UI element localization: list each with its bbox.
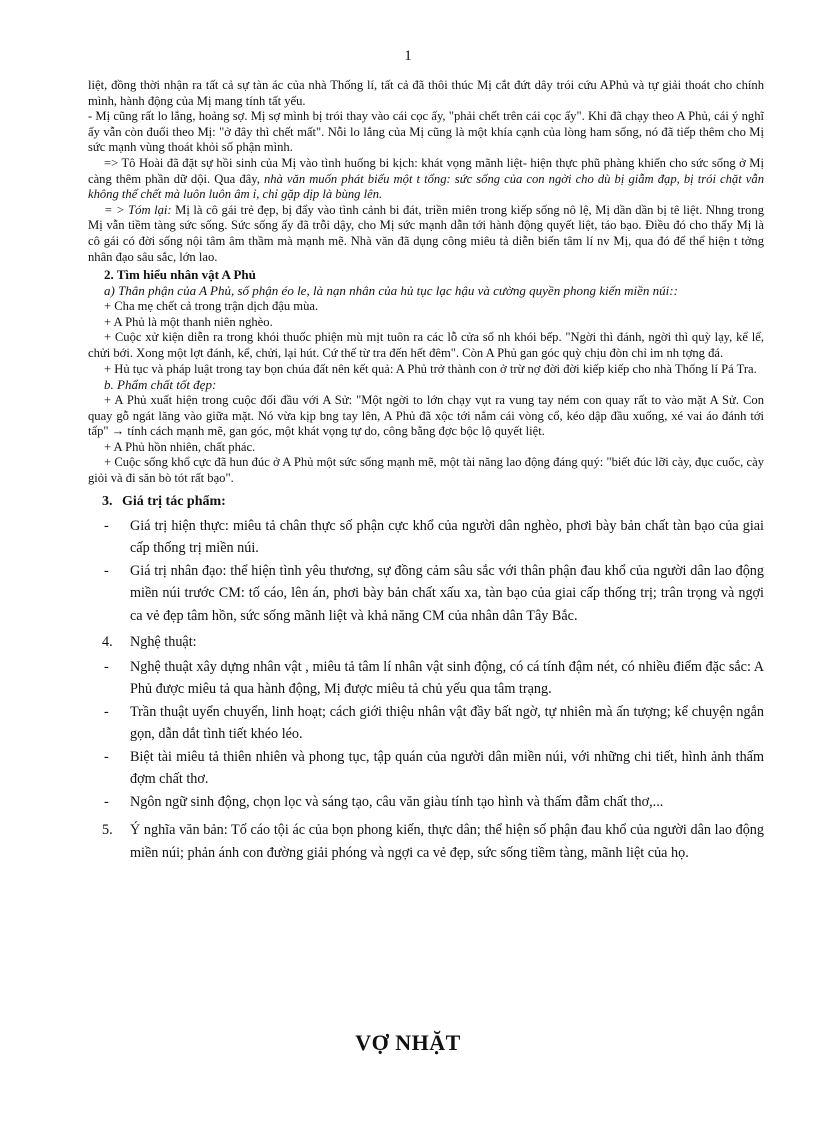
bullet-text: Giá trị hiện thực: miêu tả chân thực số phận cực khổ của người dân nghèo, phơi bày bản chất tàn bạo của giai cấp thống trị miền núi. xyxy=(130,517,764,557)
bullet-marker: - xyxy=(104,562,109,579)
conclusion-italic: nhà văn muốn phát biểu một t tổng: sức sống của con ngời cho dù bị giẫm đạp, bị trói chặt vẫn không thể chết mà luôn luôn âm ỉ, chỉ gặp dịp là bùng lên. xyxy=(88,171,764,202)
bullet-text: Biệt tài miêu tả thiên nhiên và phong tục, tập quán của người dân miền núi, với những chi tiết, hình ảnh thấm đợm chất thơ. xyxy=(130,748,764,788)
bullet-item xyxy=(88,701,764,746)
section-number: 5. xyxy=(102,822,113,839)
section-3-heading xyxy=(102,493,764,511)
list-item: + Hủ tục và pháp luật trong tay bọn chúa đất nên kết quả: A Phủ trở thành con ở trừ nợ đời đời kiếp kiếp cho nhà Thống lí Pá Tra. xyxy=(104,361,757,376)
list-item: + Cuộc xử kiện diễn ra trong khói thuốc phiện mù mịt tuôn ra các lỗ cửa sổ nh khói bếp. "Ngời thì đánh, ngời thì quỳ lạy, kể lể, chửi bới. Xong một lợt đánh, kể, chửi, lại hút. Cứ thế từ tra đến hết đêm". Còn A Phủ gan góc quỳ chịu đòn chỉ im nh tợng đá. xyxy=(88,330,764,360)
bullet-text: Nghệ thuật xây dựng nhân vật , miêu tả tâm lí nhân vật sinh động, có cá tính đậm nét, có nhiều điểm đặc sắc: A Phủ được miêu tả qua hành động, Mị được miêu tả chủ yếu qua tâm trạng. xyxy=(130,658,764,698)
paragraph: liệt, đồng thời nhận ra tất cả sự tàn ác của nhà Thống lí, tất cả đã thôi thúc Mị cắt đứt dây trói cứu APhủ và tự giải thoát cho chính mình, hành động của Mị mang tính tất yếu. xyxy=(88,78,764,108)
bullet-marker: - xyxy=(104,517,109,534)
section-2-heading: 2. Tìm hiểu nhân vật A Phủ xyxy=(104,267,256,283)
list-item: + Cuộc sống khổ cực đã hun đúc ở A Phủ một sức sống mạnh mẽ, một tài năng lao động đáng quý: "biết đúc lỡi cày, đục cuốc, cày giỏi và đi săn bò tót rất bạo". xyxy=(88,455,764,486)
bullet-item xyxy=(88,560,764,628)
section-number: 3. xyxy=(102,493,113,509)
bullet-text: Giá trị nhân đạo: thể hiện tình yêu thương, sự đồng cảm sâu sắc với thân phận đau khổ của người dân lao động miền núi trước CM: tố cáo, lên án, phơi bày bản chất xấu xa, tàn bạo của giai cấp thống trị; trân trọng và ngợi ca vẻ đẹp tâm hồn, sức sống mãnh liệt và khả năng CM của nhân dân Tây Bắc. xyxy=(130,562,764,624)
conclusion-text: => Tô Hoài đã đặt sự hồi sinh của Mị vào tình huống bi kịch: khát vọng mãnh liệt- hiện thực phũ phàng khiến cho sức sống ở Mị càng thêm phần dữ dội. Qua đây, xyxy=(88,155,764,186)
conclusion-paragraph xyxy=(88,156,764,203)
bullet-item xyxy=(88,656,764,701)
list-item: + A Phủ xuất hiện trong cuộc đối đầu với A Sử: "Một ngời to lớn chạy vụt ra vung tay ném con quay rất to vào mặt A Sử. Con quay gỗ ngát lăng vào giữa mặt. Nó vừa kịp bng tay lên, A Phủ đã xộc tới nắm cái vòng cổ, kéo dập đầu xuống, xé vai áo đánh tới tấp" → tính cách mạnh mẽ, gan góc, một khát vọng tự do, công bằng đợc bộc lộ quyết liệt. xyxy=(88,393,764,439)
bullet-marker: - xyxy=(104,793,109,810)
section-5-text: Ý nghĩa văn bản: Tố cáo tội ác của bọn phong kiến, thực dân; thể hiện số phận đau khổ của người dân lao động miền núi; phản ánh con đường giải phóng và ngợi ca vẻ đẹp, sức sống tiềm tàng, mãnh liệt của họ. xyxy=(130,822,764,861)
page-number: 1 xyxy=(404,48,412,64)
summary-label: = > Tóm lại: xyxy=(104,202,172,217)
list-item: + A Phủ hồn nhiên, chất phác. xyxy=(104,439,256,454)
bullet-item xyxy=(88,746,764,791)
bullet-item xyxy=(88,791,764,814)
section-title: Giá trị tác phẩm: xyxy=(122,493,226,509)
bullet-text: Trần thuật uyển chuyển, linh hoạt; cách giới thiệu nhân vật đầy bất ngờ, tự nhiên mà ấn tượng; kể chuyện ngắn gọn, dẫn dắt tình tiết khéo léo. xyxy=(130,703,764,743)
bullet-marker: - xyxy=(104,658,109,675)
bullet-marker: - xyxy=(104,748,109,765)
section-5 xyxy=(88,819,764,864)
section-2b-heading: b. Phẩm chất tốt đẹp: xyxy=(104,377,217,393)
section-2a-heading: a) Thân phận của A Phủ, số phận éo le, là nạn nhân của hủ tục lạc hậu và cường quyền phong kiến miền núi:: xyxy=(104,283,678,299)
section-number: 4. xyxy=(102,634,113,651)
list-item: + A Phủ là một thanh niên nghèo. xyxy=(104,314,273,329)
summary-paragraph xyxy=(88,203,764,265)
next-chapter-title: VỢ NHẶT xyxy=(355,1030,461,1055)
summary-text: Mị là cô gái trẻ đẹp, bị đẩy vào tình cảnh bi đát, triền miên trong kiếp sống nô lệ, Mị dần dần bị tê liệt. Nhng trong Mị vẫn tiềm tàng sức sống. Sức sống ấy đã trỗi dậy, cho Mị sức mạnh dẫn tới hành động quyết liệt, táo bạo. Điều đó cho thấy Mị là cô gái có đời sống nội tâm âm thầm mà mạnh mẽ. Nhà văn đã dụng công miêu tả diễn biến tâm lí nv Mị, qua đó để thể hiện t tởng nhân đạo sâu sắc, lớn lao. xyxy=(88,202,764,264)
paragraph: - Mị cũng rất lo lắng, hoảng sợ. Mị sợ mình bị trói thay vào cái cọc ấy, "phải chết trên cái cọc ấy". Khi đã chạy theo A Phủ, cái ý nghĩ ấy vẫn còn đuổi theo Mị: "ở đây thì chết mất". Nỗi lo lắng của Mị cũng là một khía cạnh của lòng ham sống, nó đã tiếp thêm cho Mị sức mạnh vùng thoát khỏi số phận mình. xyxy=(88,109,764,155)
bullet-marker: - xyxy=(104,703,109,720)
section-title: Nghệ thuật: xyxy=(130,634,197,651)
page-content xyxy=(88,78,764,864)
list-item: + Cha mẹ chết cả trong trận dịch đậu mùa. xyxy=(104,299,319,314)
bullet-text: Ngôn ngữ sinh động, chọn lọc và sáng tạo, câu văn giàu tính tạo hình và thấm đẫm chất thơ,... xyxy=(130,793,664,810)
bullet-item xyxy=(88,515,764,560)
section-4-heading xyxy=(102,631,764,654)
